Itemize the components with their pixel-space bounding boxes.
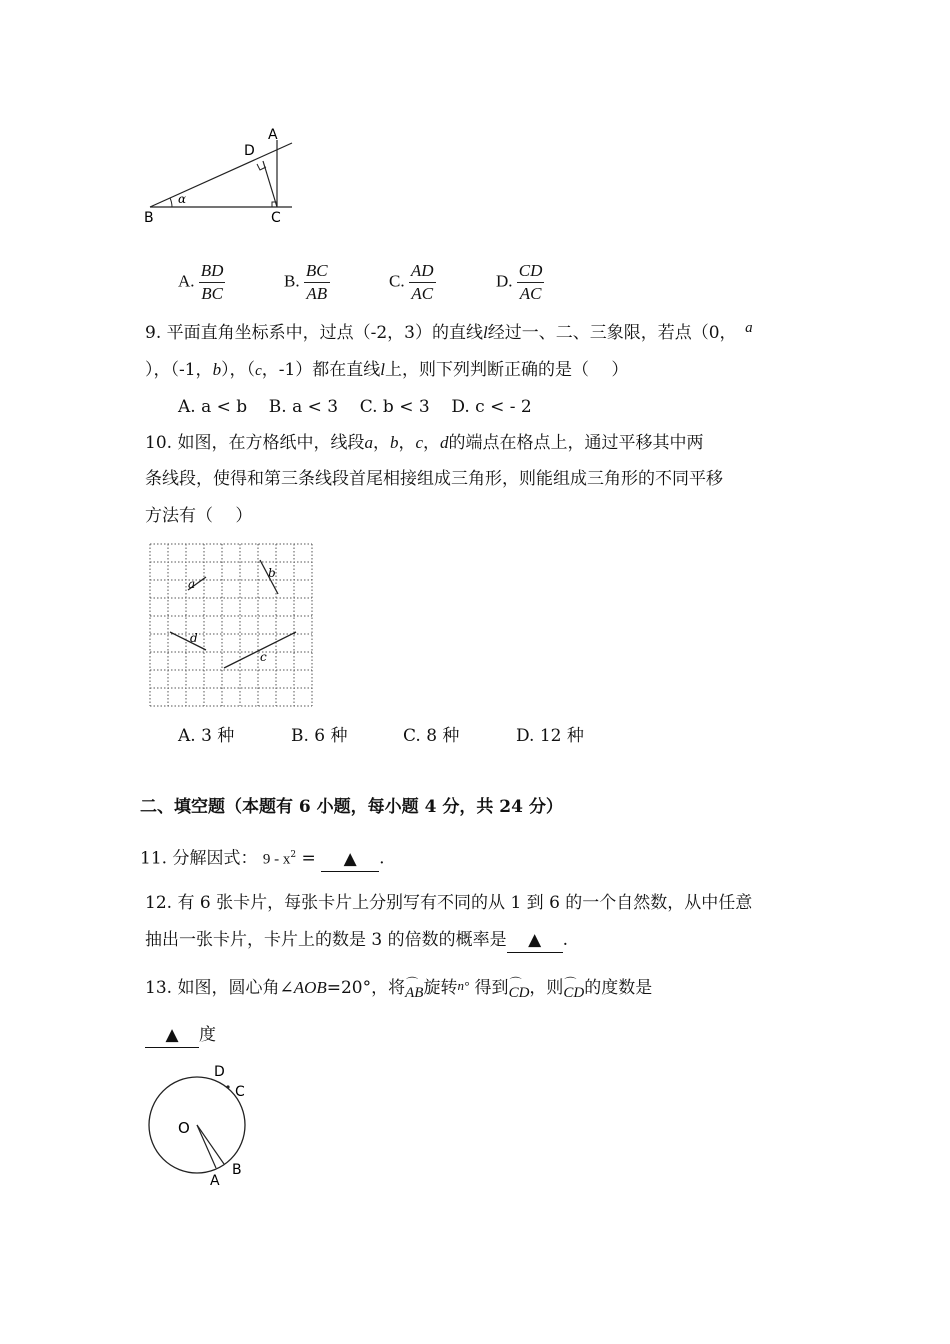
q8-option-b: B. $\frac{BC}{AB}$ xyxy=(284,261,328,303)
q12-answer-blank[interactable]: ▲ xyxy=(507,928,563,953)
circle-label-o: O xyxy=(178,1119,190,1137)
circle-label-c: C xyxy=(235,1084,245,1100)
q10-option-a: A. 3 种 xyxy=(178,726,235,746)
label-b: B xyxy=(144,210,154,226)
q12-line-2: 抽出一张卡片，卡片上的数是 3 的倍数的概率是 ▲ . xyxy=(145,928,568,953)
q13-circle-figure xyxy=(140,1058,270,1190)
q11-line: 11. 分解因式： $9 - x^2$ = ▲ . xyxy=(140,843,385,872)
grid-label-c: c xyxy=(260,650,267,664)
label-c: C xyxy=(271,210,281,226)
label-d: D xyxy=(244,143,255,159)
q13-line-1: 13. 如图，圆心角∠AOB=20°，将⌒ AB旋转n° 得到⌒ CD，则⌒ CD的度数是 xyxy=(145,976,652,1001)
label-alpha: α xyxy=(178,192,187,206)
section-heading: 二、填空题（本题有 6 小题，每小题 4 分，共 24 分） xyxy=(140,797,563,817)
circle-label-d: D xyxy=(214,1064,225,1080)
q8-option-c: C. $\frac{AD}{AC}$ xyxy=(389,261,434,303)
grid-label-b: b xyxy=(268,566,276,580)
q9-line-2: ），（-1，b），（c，-1）都在直线l上，则下列判断正确的是（ ） xyxy=(145,360,629,380)
grid-label-a: a xyxy=(188,577,196,591)
q9-options: A. a < b B. a < 3 C. b < 3 D. c < - 2 xyxy=(178,397,532,417)
q8-option-a: A. $\frac{BD}{BC}$ xyxy=(178,261,224,303)
q8-triangle-figure xyxy=(140,125,310,230)
q10-option-b: B. 6 种 xyxy=(291,726,348,746)
q9-line-1: 9. 平面直角坐标系中，过点（-2，3）的直线l经过一、二、三象限，若点（0， a xyxy=(145,320,753,343)
q12-line-1: 12. 有 6 张卡片，每张卡片上分别写有不同的从 1 到 6 的一个自然数，从中任意 xyxy=(145,893,753,913)
q8-option-d: D. $\frac{CD}{AC}$ xyxy=(496,261,543,303)
q13-line-2: ▲ 度 xyxy=(145,1023,216,1048)
q10-line-3: 方法有（ ） xyxy=(145,506,253,526)
circle-label-b: B xyxy=(232,1162,242,1178)
q10-option-d: D. 12 种 xyxy=(516,726,584,746)
label-a: A xyxy=(268,127,278,143)
q10-line-1: 10. 如图，在方格纸中，线段a，b，c，d的端点在格点上，通过平移其中两 xyxy=(145,433,704,453)
q13-answer-blank[interactable]: ▲ xyxy=(145,1023,199,1048)
circle-label-a: A xyxy=(210,1173,220,1189)
q10-line-2: 条线段，使得和第三条线段首尾相接组成三角形，则能组成三角形的不同平移 xyxy=(145,469,723,489)
grid-label-d: d xyxy=(190,631,198,645)
q11-answer-blank[interactable]: ▲ xyxy=(321,847,379,872)
q10-grid-figure xyxy=(148,542,318,708)
q10-option-c: C. 8 种 xyxy=(403,726,460,746)
